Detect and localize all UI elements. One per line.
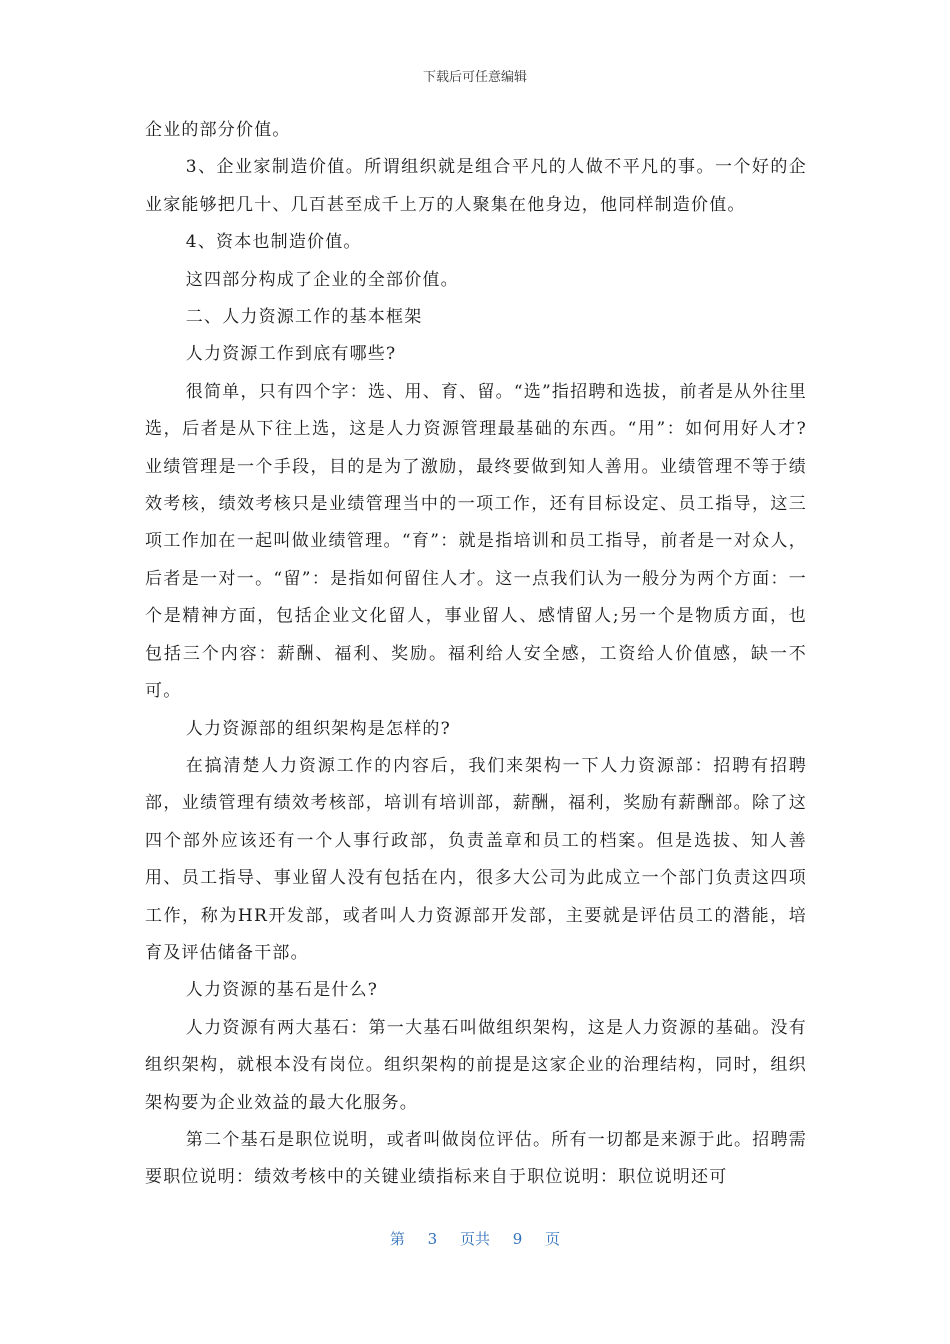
page-header: 下载后可任意编辑 <box>422 70 527 85</box>
footer-suffix: 页 <box>545 1230 561 1248</box>
paragraph: 4、资本也制造价值。 <box>185 232 362 253</box>
paragraph: 这四部分构成了企业的全部价值。 <box>185 269 459 290</box>
question-heading: 人力资源工作到底有哪些? <box>185 344 397 365</box>
question-heading: 人力资源的基石是什么? <box>185 980 379 1001</box>
paragraph: 很简单，只有四个字：选、用、育、留。“选”指招聘和选拔，前者是从外往里选，后者是从下往上选，这是人力资源管理最基础的东西。“用”：如何用好人才?业绩管理是一个手段，目的是为了激励，最终要做到知人善用。业绩管理不等于绩效考核，绩效考核只是业绩管理当中的一项工作，还有目标设定、员工指导，这三项工作加在一起叫做业绩管理。“育”：就是指培训和员工指导，前者是一对众人，后者是一对一。“留”：是指如何留住人才。这一点我们认为一般分为两个方面：一个是精神方面，包括企业文化留人，事业留人、感情留人;另一个是物质方面，也包括三个内容：薪酬、福利、奖励。福利给人安全感，工资给人价值感，缺一不可。 <box>145 381 807 702</box>
paragraph: 人力资源有两大基石：第一大基石叫做组织架构，这是人力资源的基础。没有组织架构，就根本没有岗位。组织架构的前提是这家企业的治理结构，同时，组织架构要为企业效益的最大化服务。 <box>145 1017 807 1113</box>
footer-page-number: 3 <box>427 1230 438 1248</box>
section-heading: 二、人力资源工作的基本框架 <box>185 307 423 328</box>
footer-total-pages: 9 <box>512 1230 523 1248</box>
document-body <box>145 112 807 1197</box>
paragraph: 第二个基石是职位说明，或者叫做岗位评估。所有一切都是来源于此。招聘需要职位说明：绩效考核中的关键业绩指标来自于职位说明：职位说明还可 <box>145 1129 807 1188</box>
page-footer <box>0 1228 950 1249</box>
paragraph: 在搞清楚人力资源工作的内容后，我们来架构一下人力资源部：招聘有招聘部，业绩管理有绩效考核部，培训有培训部，薪酬，福利，奖励有薪酬部。除了这四个部外应该还有一个人事行政部，负责盖章和员工的档案。但是选拔、知人善用、员工指导、事业留人没有包括在内，很多大公司为此成立一个部门负责这四项工作，称为HR开发部，或者叫人力资源部开发部，主要就是评估员工的潜能，培育及评估储备干部。 <box>145 755 807 963</box>
footer-middle: 页共 <box>459 1230 490 1248</box>
paragraph: 3、企业家制造价值。所谓组织就是组合平凡的人做不平凡的事。一个好的企业家能够把几十、几百甚至成千上万的人聚集在他身边，他同样制造价值。 <box>145 157 807 215</box>
paragraph: 企业的部分价值。 <box>145 120 291 140</box>
footer-prefix: 第 <box>389 1230 405 1248</box>
question-heading: 人力资源部的组织架构是怎样的? <box>185 718 451 739</box>
